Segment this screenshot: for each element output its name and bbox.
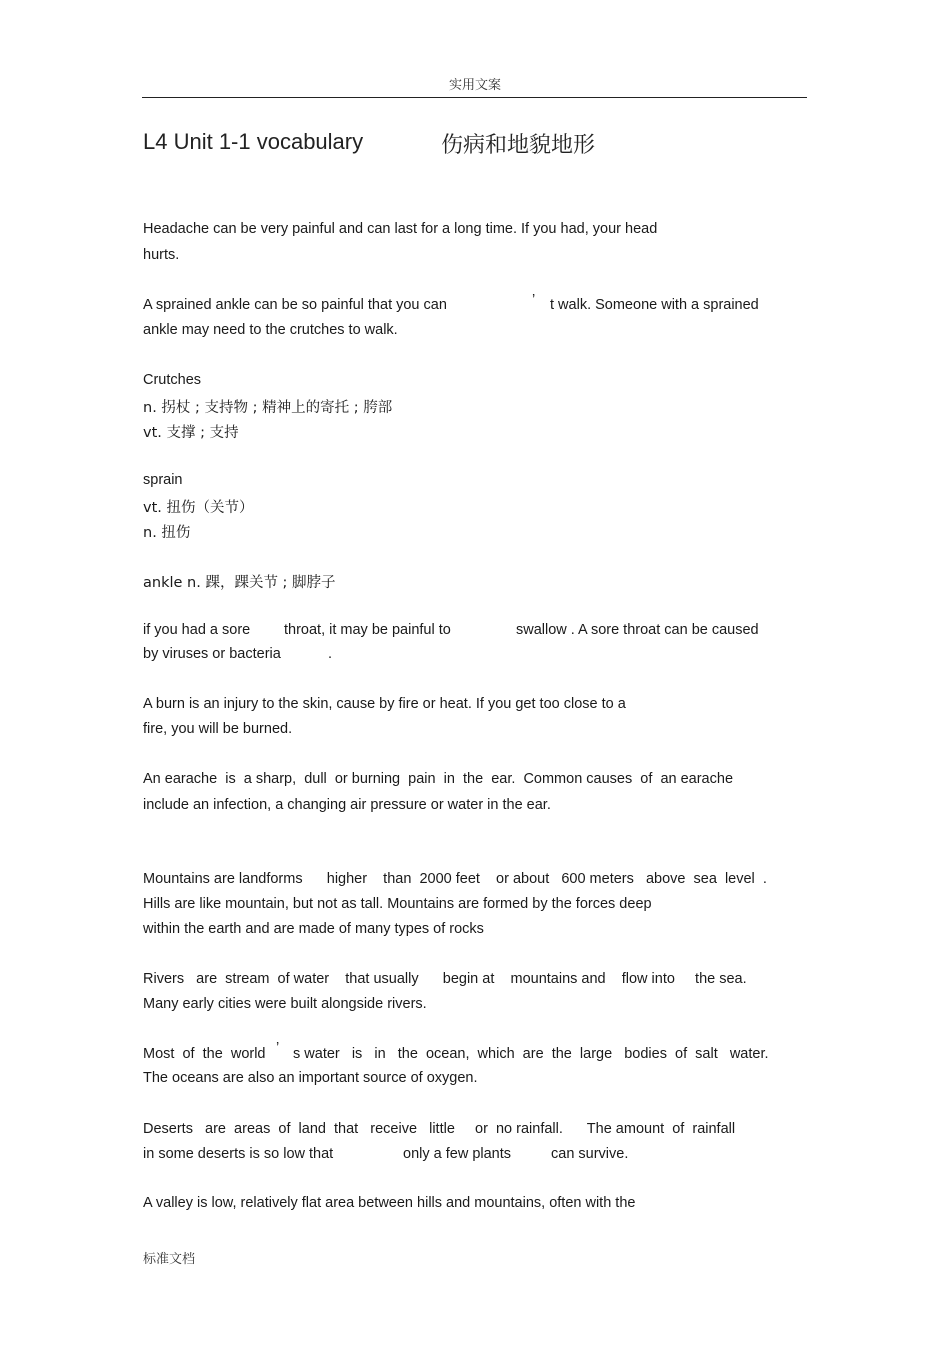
- sprained-ankle-line-1a: A sprained ankle can be so painful that you can: [143, 297, 447, 313]
- sprain-word: sprain: [143, 472, 183, 488]
- header-divider: [142, 97, 807, 98]
- crutches-verb-def: vt. 支撑 ; 支持: [143, 425, 239, 441]
- earache-line-1: An earache is a sharp, dull or burning pain in the ear. Common causes of an earache: [143, 771, 734, 787]
- deserts-line-1: Deserts are areas of land that receive little or no rainfall. The amount of rainfall: [143, 1121, 736, 1137]
- sprained-ankle-line-2: ankle may need to the crutches to walk.: [143, 322, 398, 338]
- headache-paragraph-line-2: hurts.: [143, 247, 180, 263]
- mountains-line-1: Mountains are landforms higher than 2000 feet or about 600 meters above sea level .: [143, 871, 767, 887]
- sore-throat-line-2b: .: [328, 646, 333, 662]
- page-header: 实用文案: [448, 78, 501, 93]
- sprain-noun-def: n. 扭伤: [143, 525, 191, 541]
- burn-line-1: A burn is an injury to the skin, cause by fire or heat. If you get too close to a: [143, 696, 626, 712]
- page-title-chinese: 伤病和地貌地形: [441, 133, 596, 158]
- page-title: L4 Unit 1-1 vocabulary: [143, 129, 364, 154]
- mountains-line-2: Hills are like mountain, but not as tall. Mountains are formed by the forces deep: [143, 896, 652, 912]
- crutches-word: Crutches: [143, 372, 202, 388]
- page-footer: 标准文档: [143, 1252, 196, 1267]
- sprained-ankle-line-1b: t walk. Someone with a sprained: [550, 297, 759, 313]
- oceans-line-1b: s water is in the ocean, which are the large bodies of salt water.: [293, 1046, 769, 1062]
- rivers-line-2: Many early cities were built alongside rivers.: [143, 996, 427, 1012]
- earache-line-2: include an infection, a changing air pressure or water in the ear.: [143, 797, 551, 813]
- sore-throat-line-1c: swallow . A sore throat can be caused: [516, 622, 759, 638]
- deserts-line-2b: only a few plants: [403, 1146, 512, 1162]
- mountains-line-3: within the earth and are made of many types of rocks: [143, 921, 484, 937]
- valley-line-1: A valley is low, relatively flat area between hills and mountains, often with the: [143, 1195, 636, 1211]
- ankle-def: ankle n. 踝，踝关节 ; 脚脖子: [143, 575, 336, 591]
- sore-throat-line-2a: by viruses or bacteria: [143, 646, 281, 662]
- rivers-line-1: Rivers are stream of water that usually begin at mountains and flow into the sea.: [143, 971, 747, 987]
- sprained-ankle-apostrophe: ’: [532, 292, 536, 308]
- oceans-apostrophe: ’: [276, 1040, 280, 1056]
- deserts-line-2a: in some deserts is so low that: [143, 1146, 334, 1162]
- sore-throat-line-1a: if you had a sore: [143, 622, 251, 638]
- headache-paragraph-line-1: Headache can be very painful and can last for a long time. If you had, your head: [143, 221, 658, 237]
- deserts-line-2c: can survive.: [551, 1146, 629, 1162]
- sore-throat-line-1b: throat, it may be painful to: [284, 622, 451, 638]
- oceans-line-1a: Most of the world: [143, 1046, 266, 1062]
- oceans-line-2: The oceans are also an important source of oxygen.: [143, 1070, 478, 1086]
- sprain-verb-def: vt. 扭伤（关节）: [143, 500, 254, 516]
- crutches-noun-def: n. 拐杖 ; 支持物 ; 精神上的寄托 ; 胯部: [143, 400, 393, 416]
- burn-line-2: fire, you will be burned.: [143, 721, 293, 737]
